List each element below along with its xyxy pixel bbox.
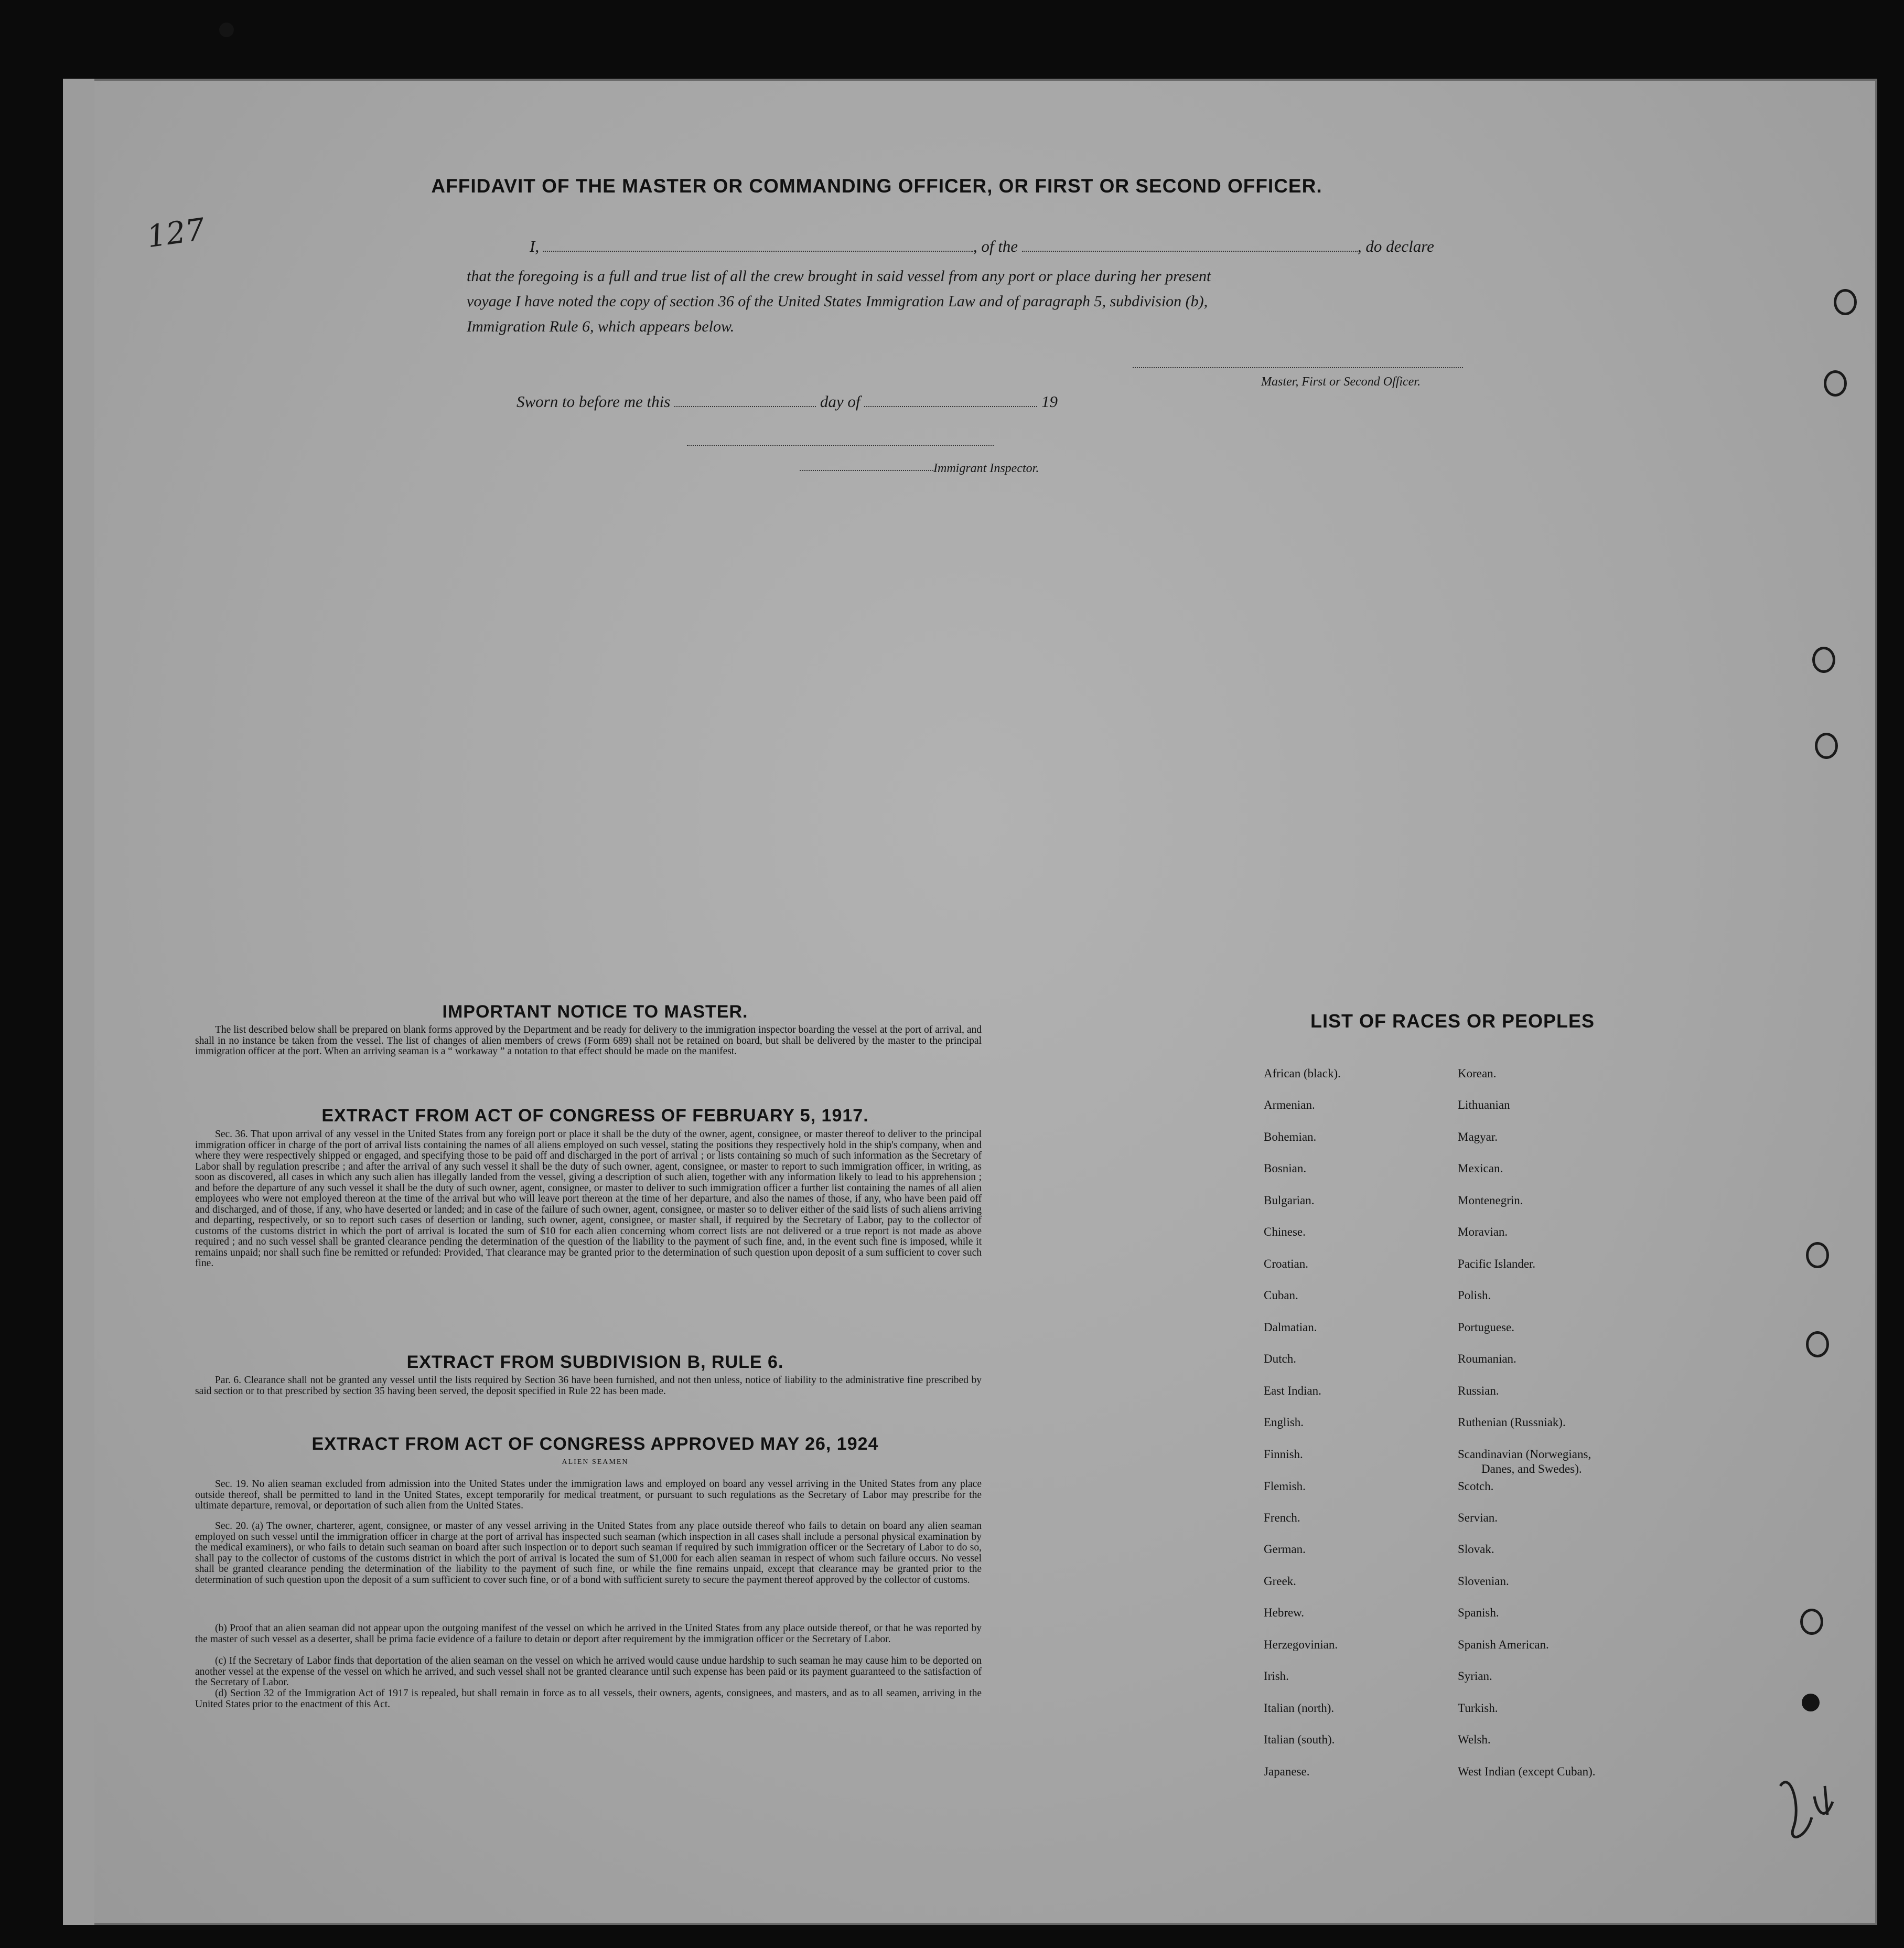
declarant-name-field[interactable] [543,250,973,252]
binder-hole [1806,1331,1829,1357]
declarant-prefix: I, [530,237,540,255]
extract-1924-sec20b: (b) Proof that an alien seaman did not appear upon the outgoing manifest of the vessel on which he arrived in the United States from any place outside thereof, or that he was reported by the master of such vessel as a deserter, shall be prima facie evidence of a failure to detain or deport after requirement by the immigration officer or the Secretary of Labor. [195,1623,982,1645]
inspector-line-upper[interactable] [687,445,994,446]
race-item: Servian. [1458,1511,1498,1524]
race-item: Bosnian. [1264,1162,1307,1175]
sworn-month-field[interactable] [864,405,1037,407]
race-item: Polish. [1458,1289,1491,1302]
binder-hole [1834,289,1857,315]
inspector-caption: Immigrant Inspector. [933,462,1039,475]
affidavit-declaration-line [530,237,1434,256]
extract-1917-title: EXTRACT FROM ACT OF CONGRESS OF FEBRUARY 5, 1917. [321,1106,869,1126]
race-item: Herzegovinian. [1264,1638,1338,1651]
affidavit-title: AFFIDAVIT OF THE MASTER OR COMMANDING OFFICER, OR FIRST OR SECOND OFFICER. [431,175,1322,197]
race-item: Roumanian. [1458,1352,1516,1365]
race-item: Turkish. [1458,1701,1498,1715]
binder-hole [1800,1609,1823,1635]
race-item: Dutch. [1264,1352,1296,1365]
sworn-line [517,392,1058,411]
race-item: Lithuanian [1458,1098,1510,1111]
race-item: Welsh. [1458,1733,1491,1746]
race-item: Slovenian. [1458,1575,1509,1588]
race-item: French. [1264,1511,1300,1524]
race-item: Bohemian. [1264,1130,1317,1143]
race-item: Syrian. [1458,1669,1492,1683]
race-item: Ruthenian (Russniak). [1458,1416,1566,1429]
race-item: German. [1264,1543,1306,1556]
extract-1924-title: EXTRACT FROM ACT OF CONGRESS APPROVED MAY 26, 1924 [311,1434,879,1454]
race-item: African (black). [1264,1067,1341,1080]
year-prefix: 19 [1041,392,1058,411]
race-item: Mexican. [1458,1162,1503,1175]
race-item: English. [1264,1416,1304,1429]
race-item: Korean. [1458,1067,1497,1080]
race-item: Scandinavian (Norwegians, [1458,1448,1591,1461]
race-item: Magyar. [1458,1130,1498,1143]
race-item: Spanish American. [1458,1638,1549,1651]
race-item: West Indian (except Cuban). [1458,1765,1596,1778]
notice-title: IMPORTANT NOTICE TO MASTER. [442,1002,748,1022]
race-item: Slovak. [1458,1543,1494,1556]
race-item: Montenegrin. [1458,1194,1523,1207]
race-item: Greek. [1264,1575,1296,1588]
race-item: Dalmatian. [1264,1321,1317,1334]
race-item: Moravian. [1458,1225,1508,1238]
race-item: Chinese. [1264,1225,1306,1238]
race-item: Finnish. [1264,1448,1303,1461]
race-item: East Indian. [1264,1384,1321,1397]
notice-text: The list described below shall be prepared on blank forms approved by the Department and be ready for delivery to the immigration inspector boarding the vessel at the port of arrival, and shall in no instance be taken from the vessel. The list of changes of alien members of crews (Form 689) shall not be retained on board, but shall be delivered by the master to the principal immigration officer at the port. When an arriving seaman is a “ workaway ” a notation to that effect should be made on the manifest. [195,1024,982,1057]
affidavit-text-line: that the foregoing is a full and true list of all the crew brought in said vessel from any port or place during her present [467,267,1211,285]
binder-hole [1824,370,1847,397]
do-declare-label: , do declare [1357,237,1434,255]
ink-blot [219,23,234,37]
page-edge [63,79,94,1925]
master-signature-caption: Master, First or Second Officer. [1261,375,1421,389]
race-item: Japanese. [1264,1765,1310,1778]
inspector-line-lower[interactable] [800,470,933,471]
race-item: Hebrew. [1264,1606,1305,1619]
master-signature-line[interactable] [1133,367,1463,368]
extract-1924-sec19: Sec. 19. No alien seaman excluded from admission into the United States under the immigration laws and employed on board any vessel arriving in the United States from any place outside thereof, shall be permitted to land in the United States, except temporarily for medical treatment, or pursuant to such regulations as the Secretary of Labor may prescribe for the ultimate departure, removal, or deportation of such alien from the United States. [195,1479,982,1511]
race-item: Cuban. [1264,1289,1298,1302]
extract-1924-sec20d: (d) Section 32 of the Immigration Act of 1917 is repealed, but shall remain in force as to all vessels, their owners, agents, consignees, and masters, and as to all seamen, arriving in the United States prior to the enactment of this Act. [195,1688,982,1710]
handwritten-mark [1775,1765,1843,1849]
race-item: Irish. [1264,1669,1289,1683]
race-item: Armenian. [1264,1098,1315,1111]
race-item: Pacific Islander. [1458,1257,1536,1270]
race-item: Italian (south). [1264,1733,1335,1746]
day-of-label: day of [820,392,860,411]
binder-hole [1806,1242,1829,1268]
race-item: Bulgarian. [1264,1194,1315,1207]
affidavit-text-line: Immigration Rule 6, which appears below. [467,318,735,335]
race-item: Croatian. [1264,1257,1308,1270]
binder-hole [1812,647,1835,673]
race-item: Spanish. [1458,1606,1499,1619]
ink-blot [1802,1694,1820,1711]
of-the-label: , of the [973,237,1018,255]
affidavit-text-line: voyage I have noted the copy of section 36 of the United States Immigration Law and of paragraph 5, subdivision (b), [467,293,1208,310]
sworn-day-field[interactable] [674,405,816,407]
races-title: LIST OF RACES OR PEOPLES [1310,1010,1595,1032]
race-item: Scotch. [1458,1480,1494,1493]
extract-1924-sec20c: (c) If the Secretary of Labor finds that deportation of the alien seaman on the vessel on which he arrived would cause undue hardship to such seaman he may cause him to be deported on another vessel at the expense of the vessel on which he arrived, and such vessel shall not be granted clearance until such expense has been paid or its payment guaranteed to the satisfaction of the Secretary of Labor. [195,1655,982,1688]
extract-1917-text: Sec. 36. That upon arrival of any vessel in the United States from any foreign port or place it shall be the duty of the owner, agent, consignee, or master thereof to deliver to the principal immigration officer in charge of the port of arrival lists containing the names of all aliens employed on such vessel, stating the positions they respectively hold in the ship's company, when and where they were respectively shipped or engaged, and specifying those to be paid off and discharged in the port of arrival ; or lists containing so much of such information as the Secretary of Labor shall by regulation prescribe ; and after the arrival of any such vessel it shall be the duty of such owner, agent, consignee, or master to report to such immigration officer, in writing, as soon as discovered, all cases in which any such alien has illegally landed from the vessel, giving a description of such alien, together with any information likely to lead to his apprehension ; and before the departure of any such vessel it shall be the duty of such owner, agent, consignee, or master to deliver to such immigration officer a further list containing the names of all alien employees who were not employed thereon at the time of the arrival but who will leave port thereon at the time of her departure, and also the names of those, if any, who have been paid off and discharged, and of those, if any, who have deserted or landed; and in case of the failure of such owner, agent, consignee, or master so to deliver either of the said lists of such aliens arriving and departing, respectively, or so to report such cases of desertion or landing, such owner, agent, consignee, or master shall, if required by the Secretary of Labor, pay to the collector of customs of the customs district in which the port of arrival is located the sum of $10 for each alien concerning whom correct lists are not delivered or a true report is not made as above required ; and no such vessel shall be granted clearance pending the determination of the question of the liability to the payment of such fine, and, in the event such fine is imposed, while it remains unpaid; nor shall such fine be remitted or refunded: Provided, That clearance may be granted prior to the determination of such question upon deposit of a sum sufficient to cover such fine. [195,1129,982,1269]
vessel-name-field[interactable] [1022,250,1358,252]
handwritten-page-number: 127 [144,211,207,255]
binder-hole [1815,733,1838,759]
race-item: Russian. [1458,1384,1499,1397]
extract-rule6-title: EXTRACT FROM SUBDIVISION B, RULE 6. [406,1352,784,1372]
race-item: Portuguese. [1458,1321,1514,1334]
race-item: Danes, and Swedes). [1481,1462,1582,1475]
race-item: Italian (north). [1264,1701,1335,1715]
extract-1924-sec20a: Sec. 20. (a) The owner, charterer, agent, consignee, or master of any vessel arriving in the United States from any place outside thereof who fails to detain on board any alien seaman employed on such vessel until the immigration officer in charge at the port of arrival has inspected such seaman (which inspection in all cases shall include a personal physical examination by the medical examiners), or who fails to detain such seaman on board after such inspection or to deport such seaman if required by such immigration officer or the Secretary of Labor to do so, shall pay to the collector of customs of the customs district in which the port of arrival is located the sum of $1,000 for each alien seaman in respect of whom such failure occurs. No vessel shall be granted clearance pending the determination of the liability to the payment of such fine, or while the fine remains unpaid, except that clearance may be granted prior to the determination of such question upon the deposit of a sum sufficient to cover such fine, or of a bond with sufficient surety to secure the payment thereof approved by the collector of customs. [195,1521,982,1586]
extract-1924-subtitle: ALIEN SEAMEN [562,1458,629,1466]
extract-rule6-text: Par. 6. Clearance shall not be granted any vessel until the lists required by Section 36 have been furnished, and not then unless, notice of liability to the administrative fine prescribed by said section or to that prescribed by section 35 having been served, the deposit specified in Rule 22 has been made. [195,1375,982,1397]
race-item: Flemish. [1264,1480,1306,1493]
sworn-label: Sworn to before me this [517,392,671,411]
